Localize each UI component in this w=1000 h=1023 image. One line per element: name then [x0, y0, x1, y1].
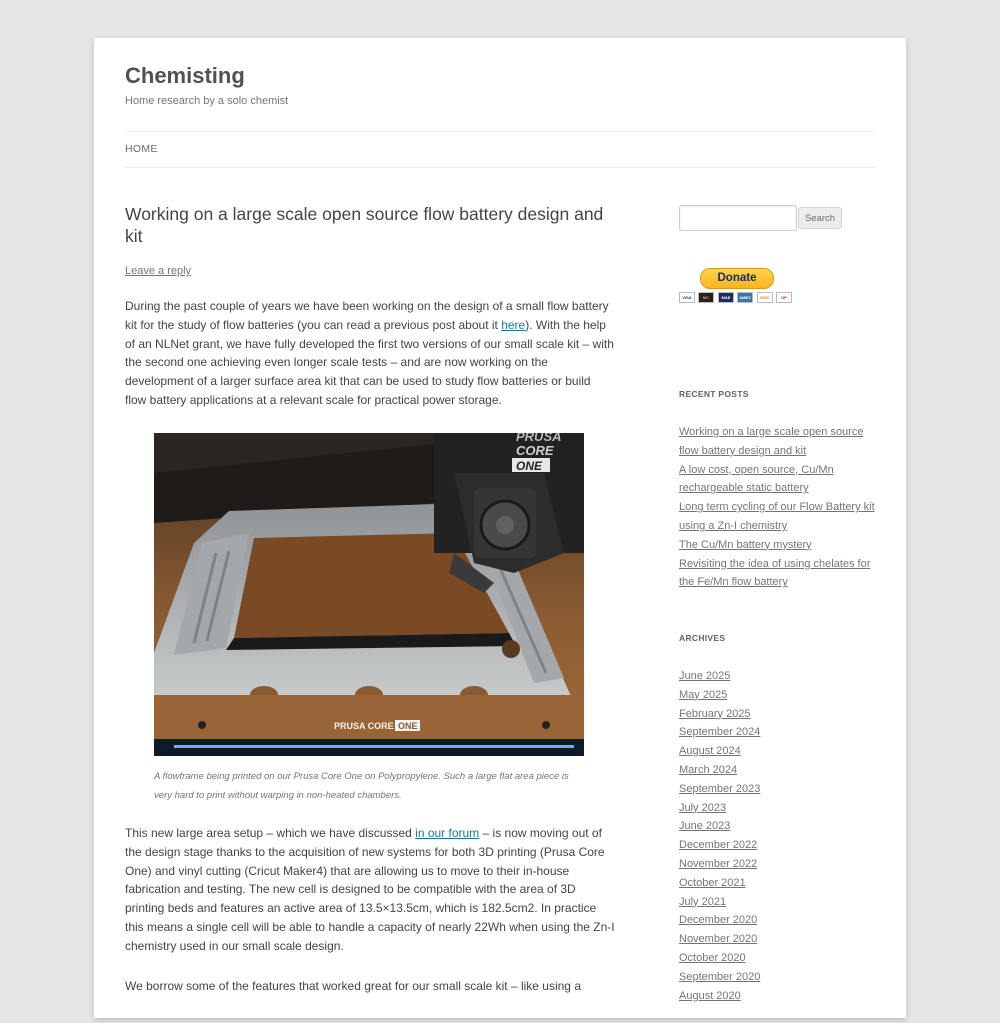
archive-link[interactable]: July 2023 [679, 801, 727, 814]
visa-card-icon: VISA [679, 292, 695, 303]
here-link[interactable]: here [501, 317, 526, 332]
list-item [679, 987, 879, 1006]
list-item [679, 911, 879, 930]
list-item [679, 968, 879, 987]
post-text: ). With the help of an NLNet grant, we have fully developed the first two versions of our small scale kit – with the second one achieving even longer scale tests – and are now working on the development of a larger surface area kit that can be used to study flow batteries or build flow battery applications at a relevant scale for practical power storage. [125, 317, 614, 407]
bed-label-prusa-core: PRUSA CORE [334, 721, 394, 731]
list-item [679, 423, 879, 461]
mastercard-icon: MC [698, 292, 714, 303]
archive-link[interactable]: August 2020 [679, 989, 741, 1002]
list-item [679, 723, 879, 742]
page-container [94, 38, 906, 1018]
brand-text-one: ONE [516, 459, 543, 473]
archive-link[interactable]: September 2024 [679, 726, 761, 739]
archive-link[interactable]: May 2025 [679, 688, 728, 701]
list-item [679, 555, 879, 593]
archive-link[interactable]: March 2024 [679, 763, 738, 776]
list-item [679, 930, 879, 949]
archive-link[interactable]: June 2023 [679, 820, 731, 833]
amex-card-icon: AMEX [737, 292, 753, 303]
figure-caption: A flowframe being printed on our Prusa Core One on Polypropylene. Such a large flat area piece is very hard to print without warping in non-heated chambers. [154, 771, 569, 801]
search-input[interactable] [679, 205, 797, 231]
printer-photo [154, 433, 584, 756]
recent-posts-list [679, 423, 879, 592]
recent-posts-title: RECENT POSTS [679, 389, 749, 399]
list-item [679, 949, 879, 968]
archive-link[interactable]: November 2020 [679, 933, 758, 946]
list-item [679, 799, 879, 818]
archive-link[interactable]: July 2021 [679, 895, 727, 908]
archive-link[interactable]: December 2022 [679, 839, 758, 852]
nav-item-home[interactable]: HOME [125, 143, 158, 155]
post-figure [154, 433, 584, 805]
paypal-donate-widget [679, 268, 795, 306]
list-item [679, 667, 879, 686]
list-item [679, 742, 879, 761]
archive-link[interactable]: September 2023 [679, 782, 761, 795]
list-item [679, 498, 879, 536]
search-button[interactable]: Search [798, 207, 842, 229]
list-item [679, 705, 879, 724]
bed-label-one: ONE [398, 721, 418, 731]
archive-link[interactable]: October 2021 [679, 876, 746, 889]
main-navigation [125, 131, 875, 168]
archive-link[interactable]: September 2020 [679, 970, 761, 983]
brand-text-core: CORE [516, 443, 554, 458]
archive-link[interactable]: October 2020 [679, 951, 746, 964]
recent-post-link[interactable]: Revisiting the idea of using chelates for the Fe/Mn flow battery [679, 557, 871, 589]
list-item [679, 461, 879, 499]
archive-link[interactable]: June 2025 [679, 670, 731, 682]
main-content [125, 203, 615, 1023]
post-paragraph-3: We borrow some of the features that worked great for our small scale kit – like using a [125, 979, 581, 993]
list-item [679, 817, 879, 836]
list-item [679, 874, 879, 893]
archives-title: ARCHIVES [679, 633, 726, 643]
archives-list [679, 667, 879, 1005]
payment-cards [679, 292, 795, 303]
list-item [679, 836, 879, 855]
maestro-card-icon: MAE [718, 292, 734, 303]
list-item [679, 855, 879, 874]
post-paragraph-1 [125, 297, 615, 410]
discover-card-icon: DISC [757, 292, 773, 303]
post-text: During the past couple of years we have been working on the design of a small flow battery kit for the study of flow batteries (you can read a previous post about it [125, 299, 609, 332]
archive-link[interactable]: August 2024 [679, 745, 741, 758]
archive-link[interactable]: February 2025 [679, 707, 751, 720]
post-title[interactable]: Working on a large scale open source flow battery design and kit [125, 204, 604, 246]
unionpay-card-icon: UP [776, 292, 792, 303]
site-description: Home research by a solo chemist [125, 95, 289, 107]
sidebar [679, 203, 879, 1003]
post-text: – is now moving out of the design stage thanks to the acquisition of new systems for both 3D printing (Prusa Core One) and vinyl cutting (Cricut Maker4) that are allowing us to move to their in-house fabrication and testing. The new cell is designed to be compatible with the area of 3D printing beds and features an active area of 13.5×13.5cm, which is 182.5cm2. In practice this means a single cell will be able to handle a capacity of nearly 22Wh when using the Zn-I chemistry used in our small scale design. [125, 826, 615, 953]
leave-reply-link[interactable]: Leave a reply [125, 265, 192, 277]
donate-button[interactable]: Donate [700, 268, 774, 289]
post-paragraph-2 [125, 824, 615, 956]
list-item [679, 893, 879, 912]
site-title[interactable]: Chemisting [125, 63, 245, 88]
brand-text-prusa: PRUSA [516, 433, 562, 444]
recent-post-link[interactable]: A low cost, open source, Cu/Mn rechargeable static battery [679, 463, 834, 495]
printer-photo-image [154, 433, 584, 756]
list-item [679, 686, 879, 705]
archive-link[interactable]: December 2020 [679, 914, 758, 927]
list-item [679, 780, 879, 799]
archive-link[interactable]: November 2022 [679, 857, 758, 870]
recent-post-link[interactable]: Long term cycling of our Flow Battery kit using a Zn-I chemistry [679, 501, 875, 532]
list-item [679, 761, 879, 780]
post-text: This new large area setup – which we have discussed [125, 826, 416, 840]
recent-post-link[interactable]: The Cu/Mn battery mystery [679, 538, 812, 551]
list-item [679, 536, 879, 555]
forum-link[interactable]: in our forum [415, 826, 480, 840]
recent-post-link[interactable]: Working on a large scale open source flow battery design and kit [679, 426, 864, 457]
